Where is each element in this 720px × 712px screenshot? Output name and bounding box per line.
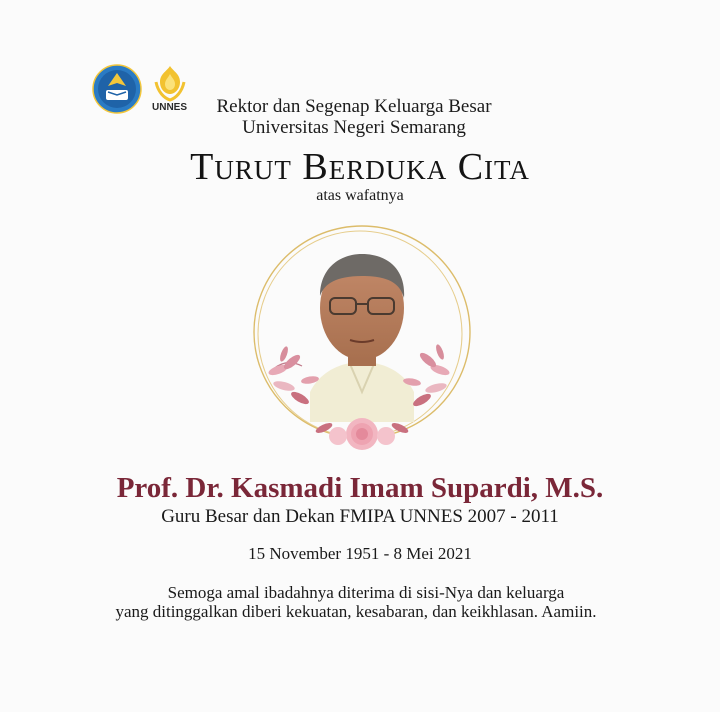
rose-icon: [314, 418, 409, 450]
unnes-torch-icon: [150, 62, 190, 106]
subtitle: atas wafatnya: [316, 187, 404, 204]
portrait-frame: [250, 222, 474, 458]
organization-line-2: Universitas Negeri Semarang: [242, 117, 466, 138]
organization-line-1: Rektor dan Segenap Keluarga Besar: [216, 96, 492, 117]
prayer-line-2: yang ditinggalkan diberi kekuatan, kesabaran, dan keikhlasan. Aamiin.: [115, 602, 597, 621]
page-title: Turut Berduka Cita: [190, 146, 530, 188]
deceased-dates: 15 November 1951 - 8 Mei 2021: [248, 544, 472, 563]
logos: [92, 62, 202, 122]
deceased-name: Prof. Dr. Kasmadi Imam Supardi, M.S.: [116, 472, 604, 504]
unnes-logo-text: UNNES: [152, 102, 188, 113]
portrait-image: [250, 222, 474, 458]
prayer-line-1: Semoga amal ibadahnya diterima di sisi-Nya dan keluarga: [167, 583, 565, 602]
deceased-position: Guru Besar dan Dekan FMIPA UNNES 2007 - 2011: [161, 506, 559, 527]
kemdikbud-logo-icon: [92, 64, 142, 114]
unnes-logo: [150, 62, 190, 118]
